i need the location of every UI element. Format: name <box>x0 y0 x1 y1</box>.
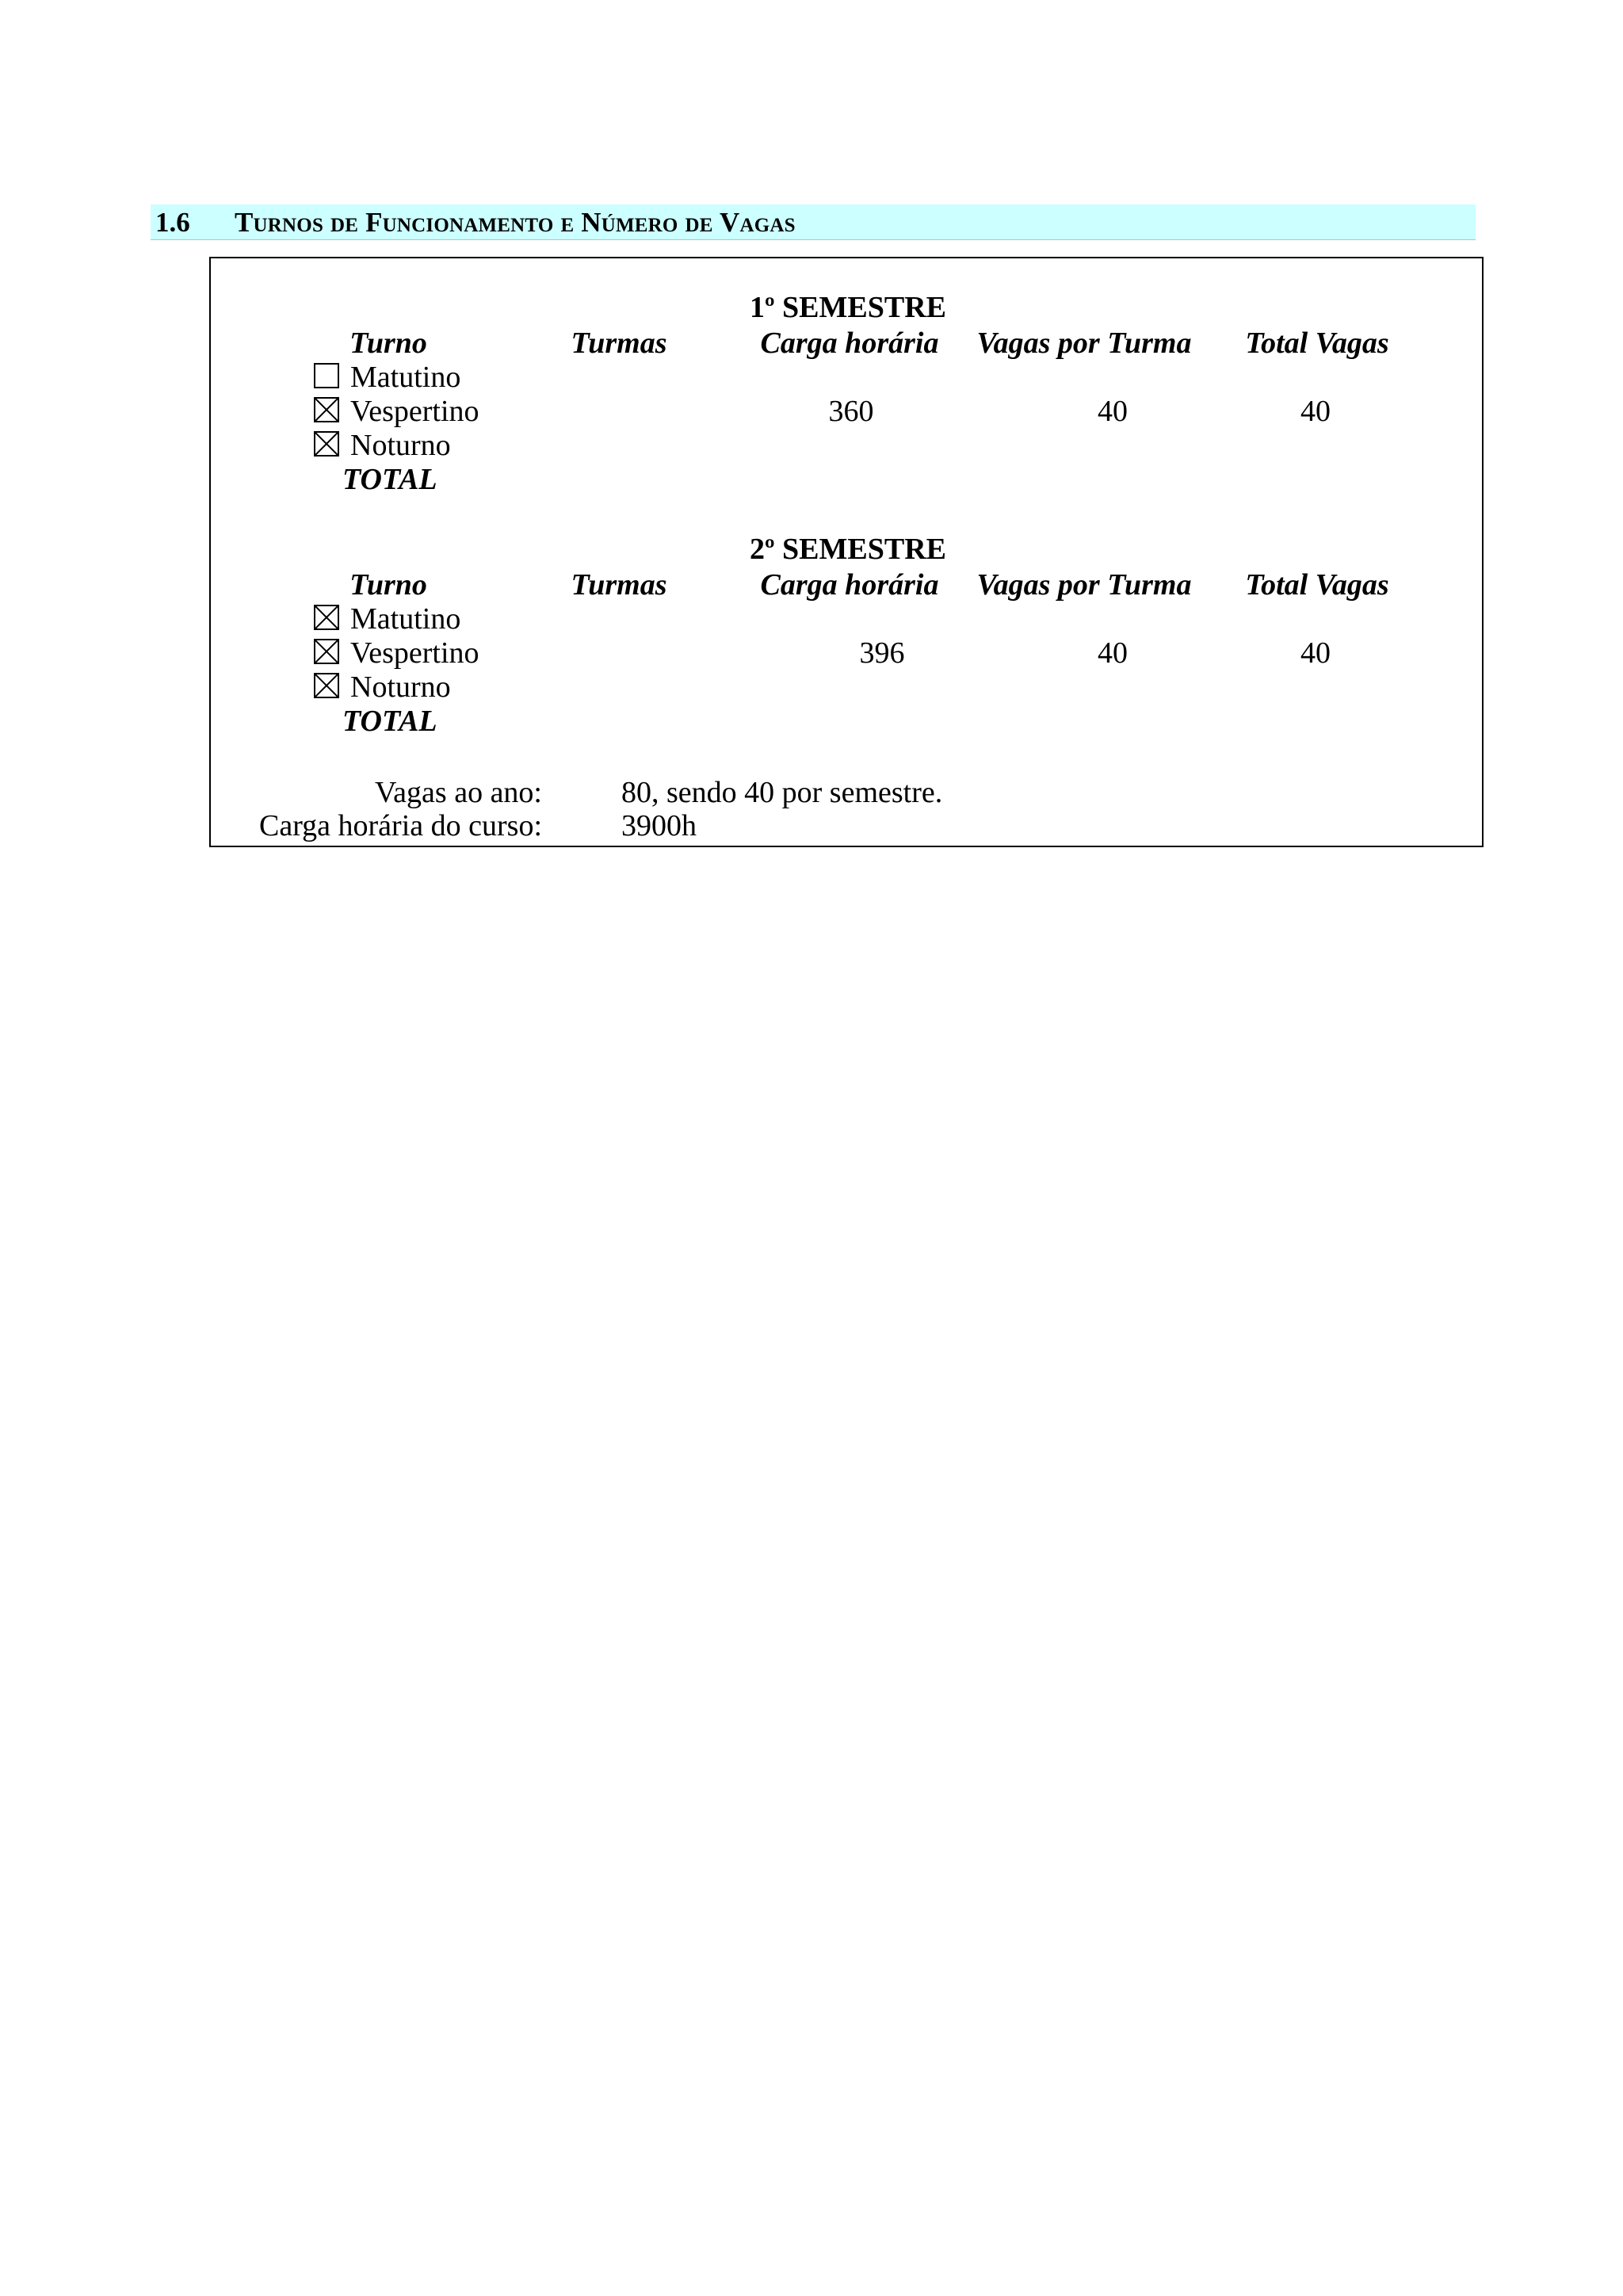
sem1-vespertino-carga: 360 <box>828 395 874 428</box>
checkbox-cross-icon <box>315 674 338 697</box>
sem1-matutino-checkbox[interactable] <box>314 363 339 388</box>
sem1-noturno-checkbox[interactable] <box>314 431 339 457</box>
sem1-total-label: TOTAL <box>342 463 437 496</box>
sem2-col-vagas-turma: Vagas por Turma <box>976 568 1192 602</box>
sem1-col-carga: Carga horária <box>760 327 939 360</box>
checkbox-cross-icon <box>315 606 338 628</box>
sem2-vespertino-vagas-turma: 40 <box>1098 636 1128 670</box>
sem2-matutino-label: Matutino <box>350 602 461 636</box>
carga-curso-value: 3900h <box>621 809 697 842</box>
sem2-vespertino-checkbox[interactable] <box>314 639 339 664</box>
sem1-col-vagas-turma: Vagas por Turma <box>976 327 1192 360</box>
sem2-col-carga: Carga horária <box>760 568 939 602</box>
sem1-vespertino-checkbox[interactable] <box>314 397 339 422</box>
section-title: Turnos de Funcionamento e Número de Vagas <box>235 207 796 238</box>
sem2-noturno-label: Noturno <box>350 670 451 704</box>
checkbox-cross-icon <box>315 399 338 421</box>
sem1-matutino-label: Matutino <box>350 361 461 394</box>
sem2-vespertino-total-vagas: 40 <box>1300 636 1331 670</box>
sem2-vespertino-carga: 396 <box>859 636 905 670</box>
vagas-ano-label: Vagas ao ano: <box>374 776 542 809</box>
section-number: 1.6 <box>155 207 190 238</box>
sem1-noturno-label: Noturno <box>350 429 451 462</box>
sem2-matutino-checkbox[interactable] <box>314 605 339 630</box>
sem2-col-total-vagas: Total Vagas <box>1245 568 1389 602</box>
shifts-table-box <box>209 257 1484 847</box>
sem2-vespertino-label: Vespertino <box>350 636 479 670</box>
sem2-noturno-checkbox[interactable] <box>314 673 339 698</box>
checkbox-cross-icon <box>315 433 338 455</box>
semester-1-title: 1º SEMESTRE <box>749 291 947 324</box>
vagas-ano-value: 80, sendo 40 por semestre. <box>621 776 943 809</box>
semester-2-title: 2º SEMESTRE <box>749 533 947 566</box>
sem1-col-total-vagas: Total Vagas <box>1245 327 1389 360</box>
sem2-col-turno: Turno <box>349 568 427 602</box>
sem1-col-turno: Turno <box>349 327 427 360</box>
sem2-total-label: TOTAL <box>342 705 437 738</box>
sem1-vespertino-vagas-turma: 40 <box>1098 395 1128 428</box>
sem1-vespertino-label: Vespertino <box>350 395 479 428</box>
sem1-vespertino-total-vagas: 40 <box>1300 395 1331 428</box>
checkbox-cross-icon <box>315 640 338 663</box>
sem1-col-turmas: Turmas <box>571 327 667 360</box>
section-header <box>151 204 1476 240</box>
sem2-col-turmas: Turmas <box>571 568 667 602</box>
carga-curso-label: Carga horária do curso: <box>258 809 542 842</box>
